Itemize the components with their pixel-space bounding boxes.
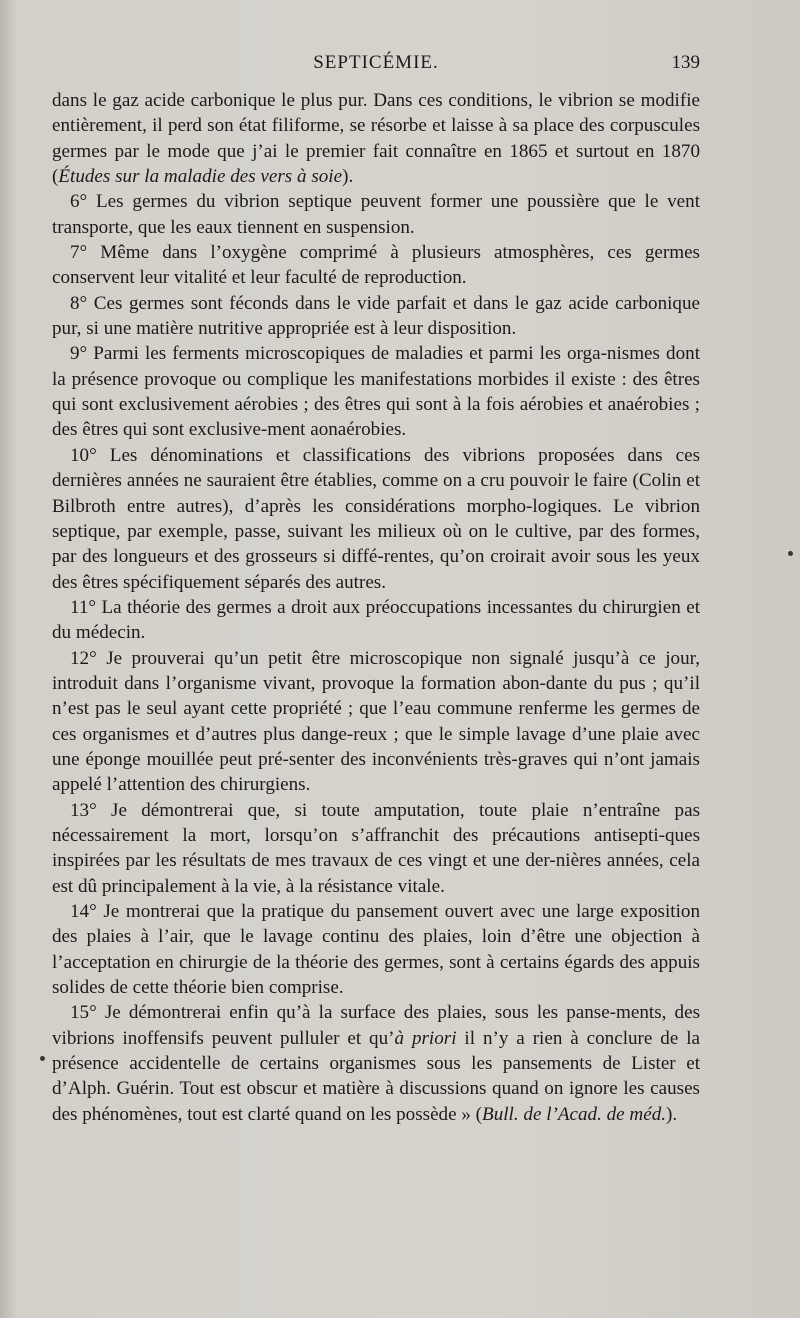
paragraph-continuation: dans le gaz acide carbonique le plus pur. Dans ces conditions, le vibrion se modifie entièrement, il perd son état filiforme, se résorbe et laisse à sa place des corpuscules germes par le mode que j’ai le premier fait connaître en 1865 et surtout en 1870 (Études sur la maladie des vers à soie). (52, 90, 700, 188)
paragraph-item-13: 13° Je démontrerai que, si toute amputation, toute plaie n’entraîne pas nécessairement la mort, lorsqu’on s’affranchit des précautions antisepti-ques inspirées par les résultats de mes travaux de ces vingt et une der-nières années, cela est dû principalement à la vie, à la résistance vitale. (52, 799, 700, 897)
italic-title: Études sur la maladie des vers à soie (58, 166, 343, 188)
paragraph-item-12: 12° Je prouverai qu’un petit être microscopique non signalé jusqu’à ce jour, introduit dans l’organisme vivant, provoque la formation abon-dante du pus ; qu’il n’est pas le seul ayant cette propriété ; que l’eau commune renferme les germes de ces organismes et d’autres plus dange-reux ; que le simple lavage d’une plaie avec une éponge mouillée peut pré-senter des inconvénients très-graves qui n’ont jamais appelé l’attention des chirurgiens. (52, 647, 700, 796)
page-body (52, 88, 700, 1127)
page-number: 139 (671, 52, 700, 73)
italic-citation: Bull. de l’Acad. de méd. (482, 1103, 667, 1125)
paragraph-item-9: 9° Parmi les ferments microscopiques de maladies et parmi les orga-nismes dont la présence provoque ou complique les manifestations morbides il existe : des êtres qui sont exclusivement aérobies ; des êtres qui sont à la fois aérobies et anaérobies ; des êtres qui sont exclusive-ment aonaérobies. (52, 343, 700, 441)
paragraph-item-10: 10° Les dénominations et classifications des vibrions proposées dans ces dernières années ne sauraient être établies, comme on a cru pouvoir le faire (Colin et Bilbroth entre autres), d’après les considérations morpho-logiques. Le vibrion septique, par exemple, passe, suivant les milieux où on le cultive, par des formes, par des longueurs et des grosseurs si diffé-rentes, qu’on croirait avoir sous les yeux des êtres spécifiquement séparés des autres. (52, 444, 700, 593)
paragraph-item-7: 7° Même dans l’oxygène comprimé à plusieurs atmosphères, ces germes conservent leur vitalité et leur faculté de reproduction. (52, 242, 700, 289)
paragraph-item-11: 11° La théorie des germes a droit aux préoccupations incessantes du chirurgien et du médecin. (52, 596, 700, 644)
ink-speck (788, 551, 793, 556)
paragraph-item-8: 8° Ces germes sont féconds dans le vide parfait et dans le gaz acide carbonique pur, si une matière nutritive appropriée est à leur disposition. (52, 292, 700, 340)
italic-phrase: à priori (394, 1027, 457, 1049)
page-header (52, 52, 700, 82)
ink-speck (40, 1056, 45, 1061)
paragraph-item-15: 15° Je démontrerai enfin qu’à la surface des plaies, sous les panse-ments, des vibrions inoffensifs peuvent pulluler et qu’à priori il n’y a rien à conclure de la présence accidentelle de certains organismes sous les pansements de Lister et d’Alph. Guérin. Tout est obscur et matière à discussions quand on ignore les causes des phénomènes, tout est clarté quand on les possède » (Bull. de l’Acad. de méd.). (52, 1002, 700, 1125)
paragraph-item-14: 14° Je montrerai que la pratique du pansement ouvert avec une large exposition des plaies à l’air, que le lavage continu des plaies, loin d’être une objection à l’acceptation en chirurgie de la théorie des germes, sont à certains égards des appuis solides de cette théorie bien comprise. (52, 901, 700, 999)
paragraph-item-6: 6° Les germes du vibrion septique peuvent former une poussière que le vent transporte, que les eaux tiennent en suspension. (52, 191, 700, 238)
running-title: SEPTICÉMIE. (313, 52, 439, 73)
